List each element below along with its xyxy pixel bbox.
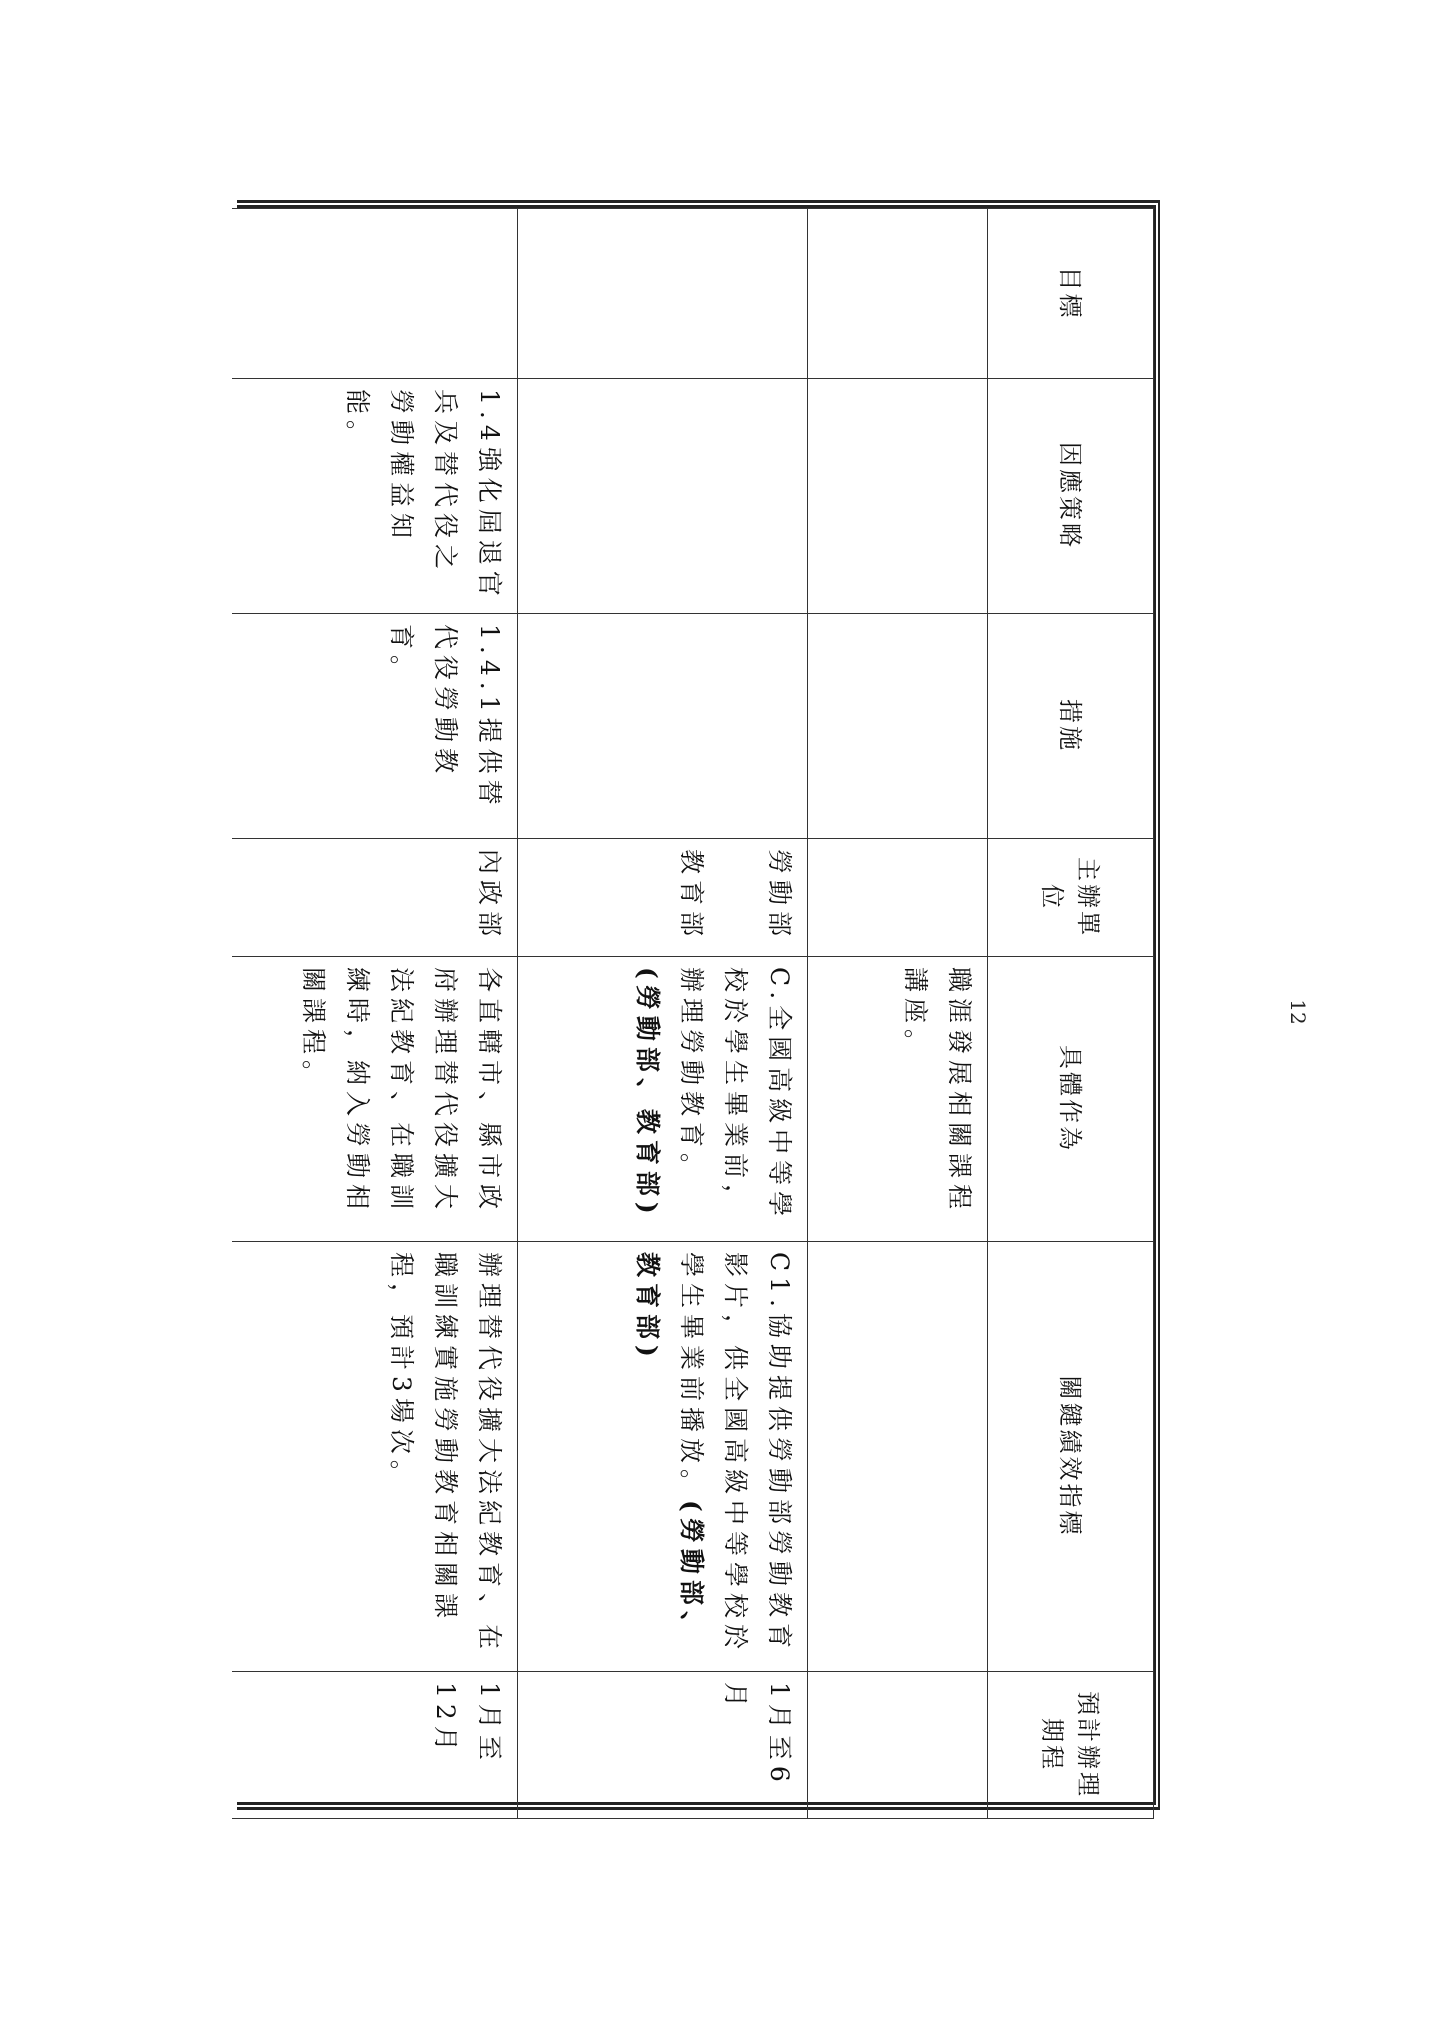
cell-action: 職涯發展相關課程講座。 xyxy=(808,957,988,1242)
rotated-table-container xyxy=(237,200,1160,1810)
header-schedule: 預計辦理期程 xyxy=(988,1672,1154,1819)
table-row xyxy=(808,209,988,1819)
cell-unit: 勞動部 教育部 xyxy=(518,839,808,957)
action-responsible: (勞動部、教育部) xyxy=(633,967,662,1220)
cell-action xyxy=(518,957,808,1242)
cell-measure xyxy=(808,614,988,839)
cell-unit xyxy=(808,839,988,957)
cell-kpi xyxy=(808,1242,988,1672)
table-row xyxy=(233,209,518,1819)
header-unit: 主辦單位 xyxy=(988,839,1154,957)
cell-measure: 1.4.1提供替代役勞動教育。 xyxy=(233,614,518,839)
header-measure: 措施 xyxy=(988,614,1154,839)
cell-kpi: 辦理替代役擴大法紀教育、在職訓練實施勞動教育相關課程，預計3場次。 xyxy=(233,1242,518,1672)
cell-strategy xyxy=(518,379,808,614)
cell-kpi xyxy=(518,1242,808,1672)
kpi-responsible: (勞動部、教育部) xyxy=(633,1252,706,1642)
cell-schedule: 1月至6月 xyxy=(518,1672,808,1819)
header-kpi: 關鍵績效指標 xyxy=(988,1242,1154,1672)
cell-measure xyxy=(518,614,808,839)
table-row xyxy=(518,209,808,1819)
action-text: C.全國高級中等學校於學生畢業前，辦理勞動教育。 xyxy=(677,967,794,1223)
cell-unit: 內政部 xyxy=(233,839,518,957)
policy-table xyxy=(237,200,1160,1810)
table-header-row xyxy=(988,209,1154,1819)
cell-goal xyxy=(518,209,808,379)
header-goal: 目標 xyxy=(988,209,1154,379)
cell-goal xyxy=(233,209,518,379)
cell-action: 各直轄市、縣市政府辦理替代役擴大法紀教育、在職訓練時，納入勞動相關課程。 xyxy=(233,957,518,1242)
header-action: 具體作為 xyxy=(988,957,1154,1242)
cell-strategy xyxy=(808,379,988,614)
cell-schedule: 1月至12月 xyxy=(233,1672,518,1819)
page-number: 12 xyxy=(1286,999,1310,1025)
cell-strategy: 1.4強化屆退官兵及替代役之勞動權益知能。 xyxy=(233,379,518,614)
cell-schedule xyxy=(808,1672,988,1819)
header-strategy: 因應策略 xyxy=(988,379,1154,614)
kpi-text: C1.協助提供勞動部勞動教育影片，供全國高級中等學校於學生畢業前播放。 xyxy=(677,1252,794,1656)
cell-goal xyxy=(808,209,988,379)
